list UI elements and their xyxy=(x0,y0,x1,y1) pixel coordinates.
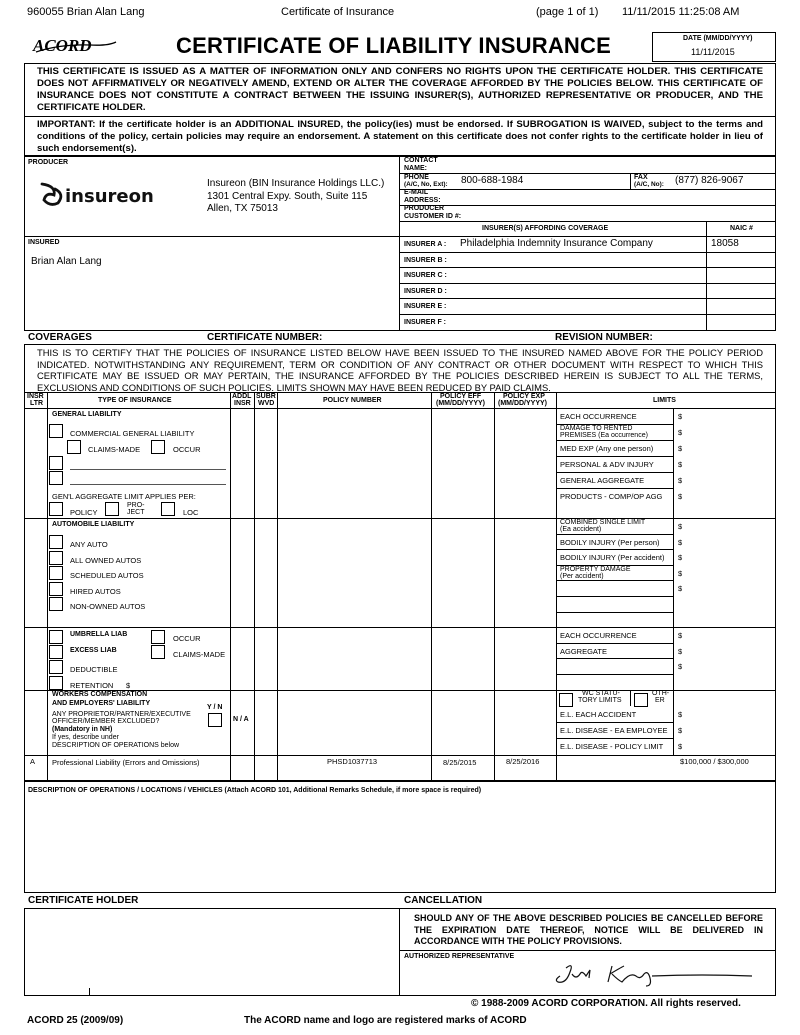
auto-limit-value: $ xyxy=(678,584,683,594)
auto-checkbox[interactable] xyxy=(49,582,63,596)
gl-limit-value: $ xyxy=(678,412,683,421)
producer-name: Insureon (BIN Insurance Holdings LLC.) xyxy=(207,178,385,189)
col-insr: INSR xyxy=(27,393,44,400)
producer-street: 1301 Central Expy. South, Suite 115 xyxy=(207,191,368,202)
contact-name-label: NAME: xyxy=(404,165,427,172)
excess-claims-checkbox[interactable] xyxy=(151,645,165,659)
gl-occur-label: OCCUR xyxy=(173,445,201,454)
auto-limit-value: $ xyxy=(678,537,683,547)
insurers-header: INSURER(S) AFFORDING COVERAGE xyxy=(482,225,609,232)
col-eff: POLICY EFF xyxy=(440,393,482,400)
col-ltr: LTR xyxy=(30,400,44,407)
wc-question-4: If yes, describe under xyxy=(52,734,119,741)
fax-label: FAX xyxy=(634,174,648,181)
umbrella-occur-checkbox[interactable] xyxy=(151,630,165,644)
phone-label: PHONE xyxy=(404,174,429,181)
print-header-datetime: 11/11/2015 11:25:08 AM xyxy=(622,6,740,18)
fax-sub-label: (A/C, No): xyxy=(634,181,664,188)
gl-limit-value: $ xyxy=(678,428,683,437)
description-box xyxy=(24,781,776,893)
page-title: CERTIFICATE OF LIABILITY INSURANCE xyxy=(176,33,611,58)
deductible-label: DEDUCTIBLE xyxy=(70,665,118,674)
col-addl-insr: INSR xyxy=(234,400,251,407)
auto-limit-label: BODILY INJURY (Per person) xyxy=(560,537,660,547)
col-subr-wvd: WVD xyxy=(258,400,275,407)
gl-project-label-1: PRO- xyxy=(127,502,145,509)
insurer-letter-label: INSURER F : xyxy=(404,319,446,326)
cancellation-label: CANCELLATION xyxy=(404,895,483,906)
wc-question-3: (Mandatory in NH) xyxy=(52,726,113,733)
acord-logo-text: ACORD xyxy=(33,36,92,55)
address-label: ADDRESS: xyxy=(404,197,441,204)
footer-trademark: The ACORD name and logo are registered marks of ACORD xyxy=(244,1015,527,1026)
wc-title-2: AND EMPLOYERS' LIABILITY xyxy=(52,700,151,707)
description-label: DESCRIPTION OF OPERATIONS / LOCATIONS / VEHICLES (Attach ACORD 101, Additional Remarks Schedule, if more space is required) xyxy=(28,787,482,794)
excess-label: EXCESS LIAB xyxy=(70,647,117,654)
insureon-logo-text: insureon xyxy=(65,186,154,207)
print-header-page: (page 1 of 1) xyxy=(536,6,599,18)
auto-limit-label: PROPERTY DAMAGE xyxy=(560,565,631,573)
authorized-signature xyxy=(552,958,772,990)
gl-cgl-checkbox[interactable] xyxy=(49,424,63,438)
wc-limit-value: $ xyxy=(678,726,683,735)
coverages-notice: THIS IS TO CERTIFY THAT THE POLICIES OF INSURANCE LISTED BELOW HAVE BEEN ISSUED TO THE INSURED NAMED ABOVE FOR THE POLICY PERIOD INDICATED. NOTWITHSTANDING ANY REQUIREMENT, TERM OR CONDITION OF ANY CONTRACT OR OTHER DOCUMENT WITH RESPECT TO WHICH THIS CERTIFICATE MAY BE ISSUED OR MAY PERTAIN, THE INSURANCE AFFORDED BY THE POLICIES DESCRIBED HEREIN IS SUBJECT TO ALL THE TERMS, EXCLUSIONS AND CONDITIONS OF SUCH POLICIES. LIMITS SHOWN MAY HAVE BEEN REDUCED BY PAID CLAIMS. xyxy=(37,347,763,393)
certificate-holder-label: CERTIFICATE HOLDER xyxy=(28,895,139,906)
col-eff-format: (MM/DD/YYYY) xyxy=(436,400,485,407)
gl-limit-value: $ xyxy=(678,444,683,453)
wc-statutory-1: WC STATU- xyxy=(582,690,620,697)
notice-information-only: THIS CERTIFICATE IS ISSUED AS A MATTER OF INFORMATION ONLY AND CONFERS NO RIGHTS UPON THE CERTIFICATE HOLDER. THIS CERTIFICATE DOES NOT AFFIRMATIVELY OR NEGATIVELY AMEND, EXTEND OR ALTER THE COVERAGE AFFORDED BY THE POLICIES BELOW. THIS CERTIFICATE OF INSURANCE DOES NOT CONSTITUTE A CONTRACT BETWEEN THE ISSUING INSURER(S), AUTHORIZED REPRESENTATIVE OR PRODUCER, AND THE CERTIFICATE HOLDER. xyxy=(37,66,763,113)
gl-limit-value: $ xyxy=(678,460,683,469)
wc-limit-label: E.L. DISEASE - POLICY LIMIT xyxy=(560,742,664,751)
naic-header: NAIC # xyxy=(730,225,753,232)
gl-limit-label: PRODUCTS - COMP/OP AGG xyxy=(560,492,663,501)
wc-statutory-2: TORY LIMITS xyxy=(578,697,622,704)
policy-type: Professional Liability (Errors and Omissions) xyxy=(52,758,200,767)
gl-limit-label: GENERAL AGGREGATE xyxy=(560,476,645,485)
auto-item-label: NON-OWNED AUTOS xyxy=(70,602,146,612)
col-type: TYPE OF INSURANCE xyxy=(98,397,172,404)
auto-item-label: HIRED AUTOS xyxy=(70,586,121,596)
gl-policy-checkbox[interactable] xyxy=(49,502,63,516)
phone-sub-label: (A/C, No, Ext): xyxy=(404,181,448,188)
insurer-letter-label: INSURER B : xyxy=(404,256,447,264)
gl-blank-checkbox-2[interactable] xyxy=(49,471,63,485)
gl-limit-value: $ xyxy=(678,492,683,501)
auto-limit-sublabel: (Ea accident) xyxy=(560,526,602,533)
col-exp-format: (MM/DD/YYYY) xyxy=(498,400,547,407)
acord-logo xyxy=(30,30,120,60)
gl-blank-checkbox-1[interactable] xyxy=(49,456,63,470)
auto-title: AUTOMOBILE LIABILITY xyxy=(52,521,135,528)
umbrella-label: UMBRELLA LIAB xyxy=(70,631,128,638)
wc-excluded-checkbox[interactable] xyxy=(208,713,222,727)
umbrella-occur-label: OCCUR xyxy=(173,634,201,643)
auto-limit-value: $ xyxy=(678,522,683,531)
customer-id-label: CUSTOMER ID #: xyxy=(404,213,462,220)
auto-checkbox[interactable] xyxy=(49,535,63,549)
footer-copyright: © 1988-2009 ACORD CORPORATION. All rights reserved. xyxy=(471,998,741,1009)
producer-label: PRODUCER xyxy=(28,159,69,166)
gl-limit-label: DAMAGE TO RENTED xyxy=(560,425,633,432)
col-exp: POLICY EXP xyxy=(503,393,545,400)
print-header-insured: 960055 Brian Alan Lang xyxy=(27,6,145,18)
authorized-rep-label: AUTHORIZED REPRESENTATIVE xyxy=(404,953,515,960)
deductible-checkbox[interactable] xyxy=(49,660,63,674)
gl-title: GENERAL LIABILITY xyxy=(52,411,122,418)
gl-project-checkbox[interactable] xyxy=(105,502,119,516)
insured-name: Brian Alan Lang xyxy=(31,256,102,267)
date-label: DATE (MM/DD/YYYY) xyxy=(683,35,753,42)
umbrella-limit-value: $ xyxy=(678,646,683,656)
policy-insurer-letter: A xyxy=(30,757,36,766)
auto-checkbox[interactable] xyxy=(49,597,63,611)
gl-loc-checkbox[interactable] xyxy=(161,502,175,516)
gl-limit-sublabel: PREMISES (Ea occurrence) xyxy=(560,432,648,439)
print-header-doc: Certificate of Insurance xyxy=(281,6,395,18)
policy-limits: $100,000 / $300,000 xyxy=(680,757,749,766)
auto-limit-value: $ xyxy=(678,553,683,563)
insurer-letter-label: INSURER C : xyxy=(404,272,447,280)
footer-form-id: ACORD 25 (2009/09) xyxy=(27,1015,124,1026)
excess-claims-label: CLAIMS-MADE xyxy=(173,650,226,659)
wc-limit-label: E.L. DISEASE - EA EMPLOYEE xyxy=(560,726,668,735)
insurer-naic: 18058 xyxy=(711,238,739,249)
auto-limit-label: COMBINED SINGLE LIMIT xyxy=(560,519,646,526)
insurer-letter-label: INSURER A : xyxy=(404,241,447,248)
certificate-number-label: CERTIFICATE NUMBER: xyxy=(207,332,323,343)
col-addl: ADDL xyxy=(232,393,252,400)
auto-limit-value: $ xyxy=(678,568,683,578)
policy-number: PHSD1037713 xyxy=(327,757,378,766)
wc-limit-label: E.L. EACH ACCIDENT xyxy=(560,710,637,719)
insurer-name: Philadelphia Indemnity Insurance Company xyxy=(460,238,653,249)
gl-cgl-label: COMMERCIAL GENERAL LIABILITY xyxy=(70,429,195,438)
insured-label: INSURED xyxy=(28,239,60,246)
fax-value: (877) 826-9067 xyxy=(675,175,744,186)
policy-effective-date: 8/25/2015 xyxy=(443,758,477,767)
retention-label: RETENTION xyxy=(70,681,114,690)
producer-id-label: PRODUCER xyxy=(404,205,445,212)
umbrella-limit-value: $ xyxy=(678,662,683,672)
umbrella-checkbox[interactable] xyxy=(49,630,63,644)
umbrella-limit-label: EACH OCCURRENCE xyxy=(560,631,637,640)
gl-claims-made-label: CLAIMS-MADE xyxy=(88,445,141,454)
producer-city: Allen, TX 75013 xyxy=(207,203,278,214)
auto-limit-sublabel: (Per accident) xyxy=(560,572,604,580)
wc-limit-value: $ xyxy=(678,710,683,719)
policy-expiration-date: 8/25/2016 xyxy=(506,757,540,766)
gl-aggregate-applies-label: GEN'L AGGREGATE LIMIT APPLIES PER: xyxy=(52,492,196,501)
date-value: 11/11/2015 xyxy=(691,47,735,57)
contact-label: CONTACT xyxy=(404,157,438,164)
gl-claims-made-checkbox[interactable] xyxy=(67,440,81,454)
wc-na-label: N / A xyxy=(233,716,249,723)
insurer-letter-label: INSURER D : xyxy=(404,287,447,295)
gl-limit-label: EACH OCCURRENCE xyxy=(560,412,637,421)
wc-title-1: WORKERS COMPENSATION xyxy=(52,691,148,698)
auto-item-label: SCHEDULED AUTOS xyxy=(70,571,144,581)
wc-other-1: OTH- xyxy=(652,690,670,697)
gl-limit-label: MED EXP (Any one person) xyxy=(560,444,654,453)
excess-checkbox[interactable] xyxy=(49,645,63,659)
gl-limit-value: $ xyxy=(678,476,683,485)
wc-other-checkbox[interactable] xyxy=(634,693,648,707)
auto-checkbox[interactable] xyxy=(49,566,63,580)
email-label: E-MAIL xyxy=(404,189,429,196)
wc-limit-value: $ xyxy=(678,742,683,751)
wc-question-2: OFFICER/MEMBER EXCLUDED? xyxy=(52,718,160,725)
coverages-label: COVERAGES xyxy=(28,332,92,343)
gl-limit-label: PERSONAL & ADV INJURY xyxy=(560,460,654,469)
wc-statutory-checkbox[interactable] xyxy=(559,693,573,707)
revision-number-label: REVISION NUMBER: xyxy=(555,332,653,343)
wc-other-2: ER xyxy=(655,697,665,704)
notice-important: IMPORTANT: If the certificate holder is an ADDITIONAL INSURED, the policy(ies) must be endorsed. If SUBROGATION IS WAIVED, subject to the terms and conditions of the policy, certain policies may require an endorsement. A statement on this certificate does not confer rights to the certificate holder in lieu of such endorsement(s). xyxy=(37,119,763,154)
gl-policy-label: POLICY xyxy=(70,508,98,517)
auto-limit-label: BODILY INJURY (Per accident) xyxy=(560,553,665,563)
gl-loc-label: LOC xyxy=(183,508,199,517)
cancellation-text: SHOULD ANY OF THE ABOVE DESCRIBED POLICIES BE CANCELLED BEFORE THE EXPIRATION DATE THEREOF, NOTICE WILL BE DELIVERED IN ACCORDANCE WITH THE POLICY PROVISIONS. xyxy=(414,913,763,946)
retention-checkbox[interactable] xyxy=(49,676,63,690)
wc-yn-label: Y / N xyxy=(207,704,223,711)
wc-question-5: DESCRIPTION OF OPERATIONS below xyxy=(52,742,180,749)
auto-checkbox[interactable] xyxy=(49,551,63,565)
col-subr: SUBR xyxy=(256,393,276,400)
auto-item-label: ALL OWNED AUTOS xyxy=(70,555,142,565)
col-limits: LIMITS xyxy=(653,397,676,404)
gl-project-label-2: JECT xyxy=(127,509,145,516)
retention-symbol: $ xyxy=(126,681,131,690)
insurer-letter-label: INSURER E : xyxy=(404,303,447,311)
col-policy-number: POLICY NUMBER xyxy=(323,397,382,404)
phone-value: 800-688-1984 xyxy=(461,175,524,186)
umbrella-limit-label: AGGREGATE xyxy=(560,646,607,656)
auto-item-label: ANY AUTO xyxy=(70,540,108,549)
umbrella-limit-value: $ xyxy=(678,631,683,640)
gl-occur-checkbox[interactable] xyxy=(151,440,165,454)
wc-question-1: ANY PROPRIETOR/PARTNER/EXECUTIVE xyxy=(52,711,191,718)
insureon-logo xyxy=(38,180,156,210)
